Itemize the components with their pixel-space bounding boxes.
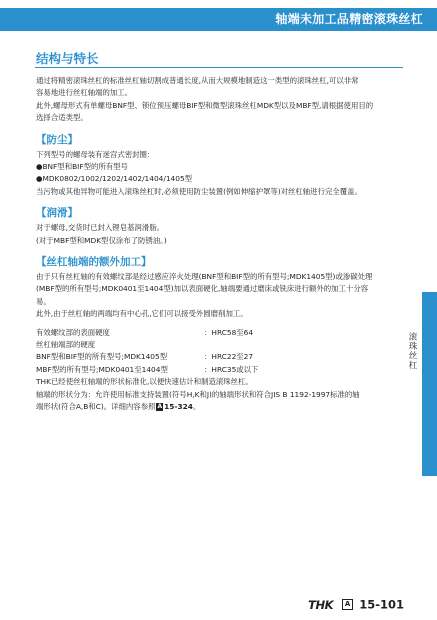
hardness-spec-row [36,364,409,376]
extra-machining-heading: 【丝杠轴端的额外加工】 [36,256,152,269]
lubrication-heading: 【润滑】 [36,207,78,220]
brand-logo: THK [308,597,334,612]
intro-line: 选择合适类型。 [36,113,88,123]
spec-label: BNF型和BIF型的所有型号;MDK1405型 [36,352,168,362]
header-bar [0,8,437,31]
page-reference-icon: A [157,403,163,411]
lubrication-line: (对于MBF型和MDK型仅涂布了防锈油。) [36,235,167,245]
dust-line: 当污物或其他异物可能进入滚珠丝杠时,必须使用防尘装置(例如伸缩护罩等)对丝杠轴进行完全覆盖。 [36,186,362,196]
spec-value: ：HRC35或以下 [204,364,259,374]
dust-bullet-item: ●BNF型和BIF型的所有型号 [36,162,128,172]
closing-line-end: 。 [192,402,201,412]
extra-machining-line: 易。 [36,296,51,306]
page-section-icon: A [342,599,353,610]
spec-label: MBF型的所有型号;MDK0401至1404型 [36,364,168,374]
side-tab-label: 滚珠丝杠 [407,332,417,370]
side-tab [422,292,437,476]
closing-line: THK已经使丝杠轴端的形状标准化,以便快速估计和制造滚珠丝杠。 [36,377,253,387]
dust-line: 下列型号的螺母装有迷宫式密封圈： [36,149,155,159]
main-content [36,75,409,413]
page-footer [308,594,404,612]
section-divider [35,67,403,68]
dust-heading: 【防尘】 [36,133,78,146]
page-reference-link[interactable]: 15-324 [164,402,193,412]
spec-value: ：HRC58至64 [204,327,254,337]
intro-line: 容易地进行丝杠轴端的加工。 [36,88,133,98]
extra-machining-line: 由于只有丝杠轴的有效螺纹部是经过感应淬火处理(BNF型和BIF型的所有型号;MDK1405型)或渗碳处理 [36,272,373,282]
dust-bullet-item: ●MDK0802/1002/1202/1402/1404/1405型 [36,174,193,184]
intro-line: 通过将精密滚珠丝杠的标准丝杠轴切割成普通长度,从而大规模地制造这一类型的滚珠丝杠,可以非常 [36,76,359,85]
closing-line-text: 端形状(符合A,B和C)。详细内容参照 [36,402,156,412]
extra-machining-line: (MBF型的所有型号;MDK0401至1404型)加以表面硬化,轴端要通过磨床或铣床进行额外的加工十分容 [36,284,369,294]
closing-line [36,401,409,413]
hardness-spec-row [36,339,409,351]
spec-value: ：HRC22至27 [204,352,254,362]
lubrication-line: 对于螺母,交货时已封入锂皂基润滑脂。 [36,223,164,233]
header-title: 轴端未加工品精密滚珠丝杠 [275,12,423,26]
page-number: 15-101 [359,597,404,612]
closing-line: 轴端的形状分为：允许使用标准支持装置(符号H,K和J)的轴端形状和符合JIS B 1192-1997标准的轴 [36,389,360,399]
intro-line: 此外,螺母形式有单螺母BNF型、锁位预压螺母BIF型和微型滚珠丝杠MDK型以及MBF型,请根据使用目的 [36,100,374,110]
hardness-spec-row [36,327,409,339]
spec-label: 有效螺纹部的表面硬度 [36,327,110,337]
section-title: 结构与特长 [36,51,99,66]
spec-label: 丝杠轴端部的硬度 [36,340,96,350]
hardness-spec-row [36,351,409,363]
extra-machining-line: 此外,由于丝杠轴的两端均有中心孔,它们可以接受外圆磨削加工。 [36,309,248,319]
